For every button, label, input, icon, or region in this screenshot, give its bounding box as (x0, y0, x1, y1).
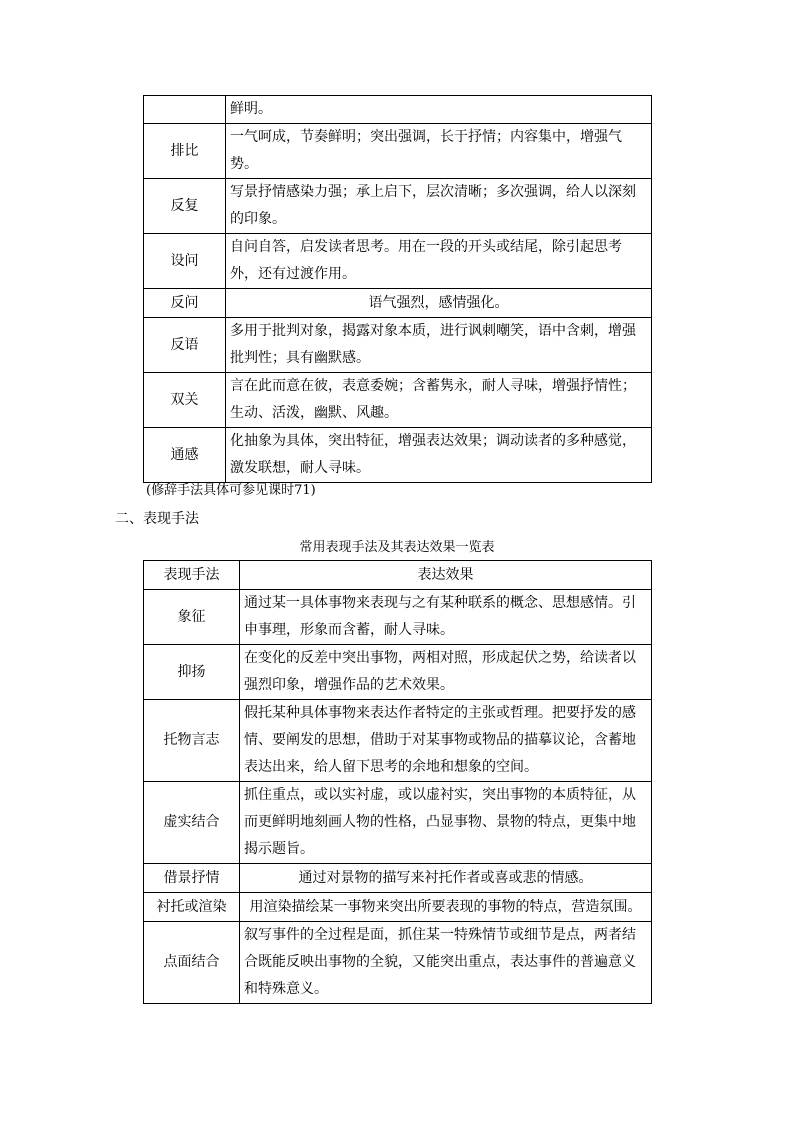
effect-cell: 用渲染描绘某一事物来突出所要表现的事物的特点，营造氛围。 (240, 893, 652, 922)
effect-cell: 假托某种具体事物来表达作者特定的主张或哲理。把要抒发的感情、要阐发的思想，借助于对某事物或物品的描摹议论，含蓄地表达出来，给人留下思考的余地和想象的空间。 (240, 700, 652, 782)
effect-cell: 抓住重点，或以实衬虚，或以虚衬实，突出事物的本质特征，从而更鲜明地刻画人物的性格，凸显事物、景物的特点，更集中地揭示题旨。 (240, 782, 652, 864)
effect-cell: 通过对景物的描写来衬托作者或喜或悲的情感。 (240, 864, 652, 893)
term-cell: 双关 (144, 373, 226, 428)
term-cell: 衬托或渲染 (144, 893, 240, 922)
table-row (144, 893, 652, 922)
effect-cell: 通过某一具体事物来表现与之有某种联系的概念、思想感情。引申事理，形象而含蓄，耐人寻味。 (240, 590, 652, 645)
term-cell: 点面结合 (144, 922, 240, 1004)
section-title: 二、表现手法 (115, 511, 199, 527)
header-term: 表现手法 (144, 561, 240, 590)
effect-cell: 言在此而意在彼，表意委婉；含蓄隽永，耐人寻味，增强抒情性；生动、活泼，幽默、风趣。 (226, 373, 652, 428)
effect-cell: 自问自答，启发读者思考。用在一段的开头或结尾，除引起思考外，还有过渡作用。 (226, 234, 652, 289)
term-cell: 托物言志 (144, 700, 240, 782)
table-row (144, 96, 652, 124)
effect-cell: 叙写事件的全过程是面，抓住某一特殊情节或细节是点，两者结合既能反映出事物的全貌，又能突出重点，表达事件的普遍意义和特殊意义。 (240, 922, 652, 1004)
rhetoric-table (143, 95, 652, 483)
term-cell: 设问 (144, 234, 226, 289)
term-cell (144, 96, 226, 124)
effect-cell: 写景抒情感染力强；承上启下，层次清晰；多次强调，给人以深刻的印象。 (226, 179, 652, 234)
table-row (144, 782, 652, 864)
table-row (144, 318, 652, 373)
effect-cell: 语气强烈，感情强化。 (226, 289, 652, 318)
reference-note: (修辞手法具体可参见课时71) (146, 483, 316, 498)
term-cell: 通感 (144, 428, 226, 483)
table-row (144, 124, 652, 179)
table-row (144, 373, 652, 428)
table-row (144, 922, 652, 1004)
term-cell: 借景抒情 (144, 864, 240, 893)
header-effect: 表达效果 (240, 561, 652, 590)
term-cell: 抑扬 (144, 645, 240, 700)
term-cell: 排比 (144, 124, 226, 179)
table-row (144, 864, 652, 893)
table-row (144, 428, 652, 483)
term-cell: 虚实结合 (144, 782, 240, 864)
table-row (144, 590, 652, 645)
term-cell: 反复 (144, 179, 226, 234)
effect-cell: 一气呵成，节奏鲜明；突出强调，长于抒情；内容集中，增强气势。 (226, 124, 652, 179)
term-cell: 象征 (144, 590, 240, 645)
term-cell: 反语 (144, 318, 226, 373)
table-row (144, 289, 652, 318)
term-cell: 反问 (144, 289, 226, 318)
table-row (144, 179, 652, 234)
table-row (144, 645, 652, 700)
table-header-row (144, 561, 652, 590)
effect-cell: 化抽象为具体，突出特征，增强表达效果；调动读者的多种感觉，激发联想，耐人寻味。 (226, 428, 652, 483)
table-row (144, 700, 652, 782)
table-caption: 常用表现手法及其表达效果一览表 (299, 540, 495, 555)
effect-cell: 在变化的反差中突出事物，两相对照，形成起伏之势，给读者以强烈印象，增强作品的艺术效果。 (240, 645, 652, 700)
expression-table (143, 560, 652, 1004)
effect-cell: 鲜明。 (226, 96, 652, 124)
effect-cell: 多用于批判对象，揭露对象本质，进行讽刺嘲笑，语中含刺，增强批判性；具有幽默感。 (226, 318, 652, 373)
table-row (144, 234, 652, 289)
